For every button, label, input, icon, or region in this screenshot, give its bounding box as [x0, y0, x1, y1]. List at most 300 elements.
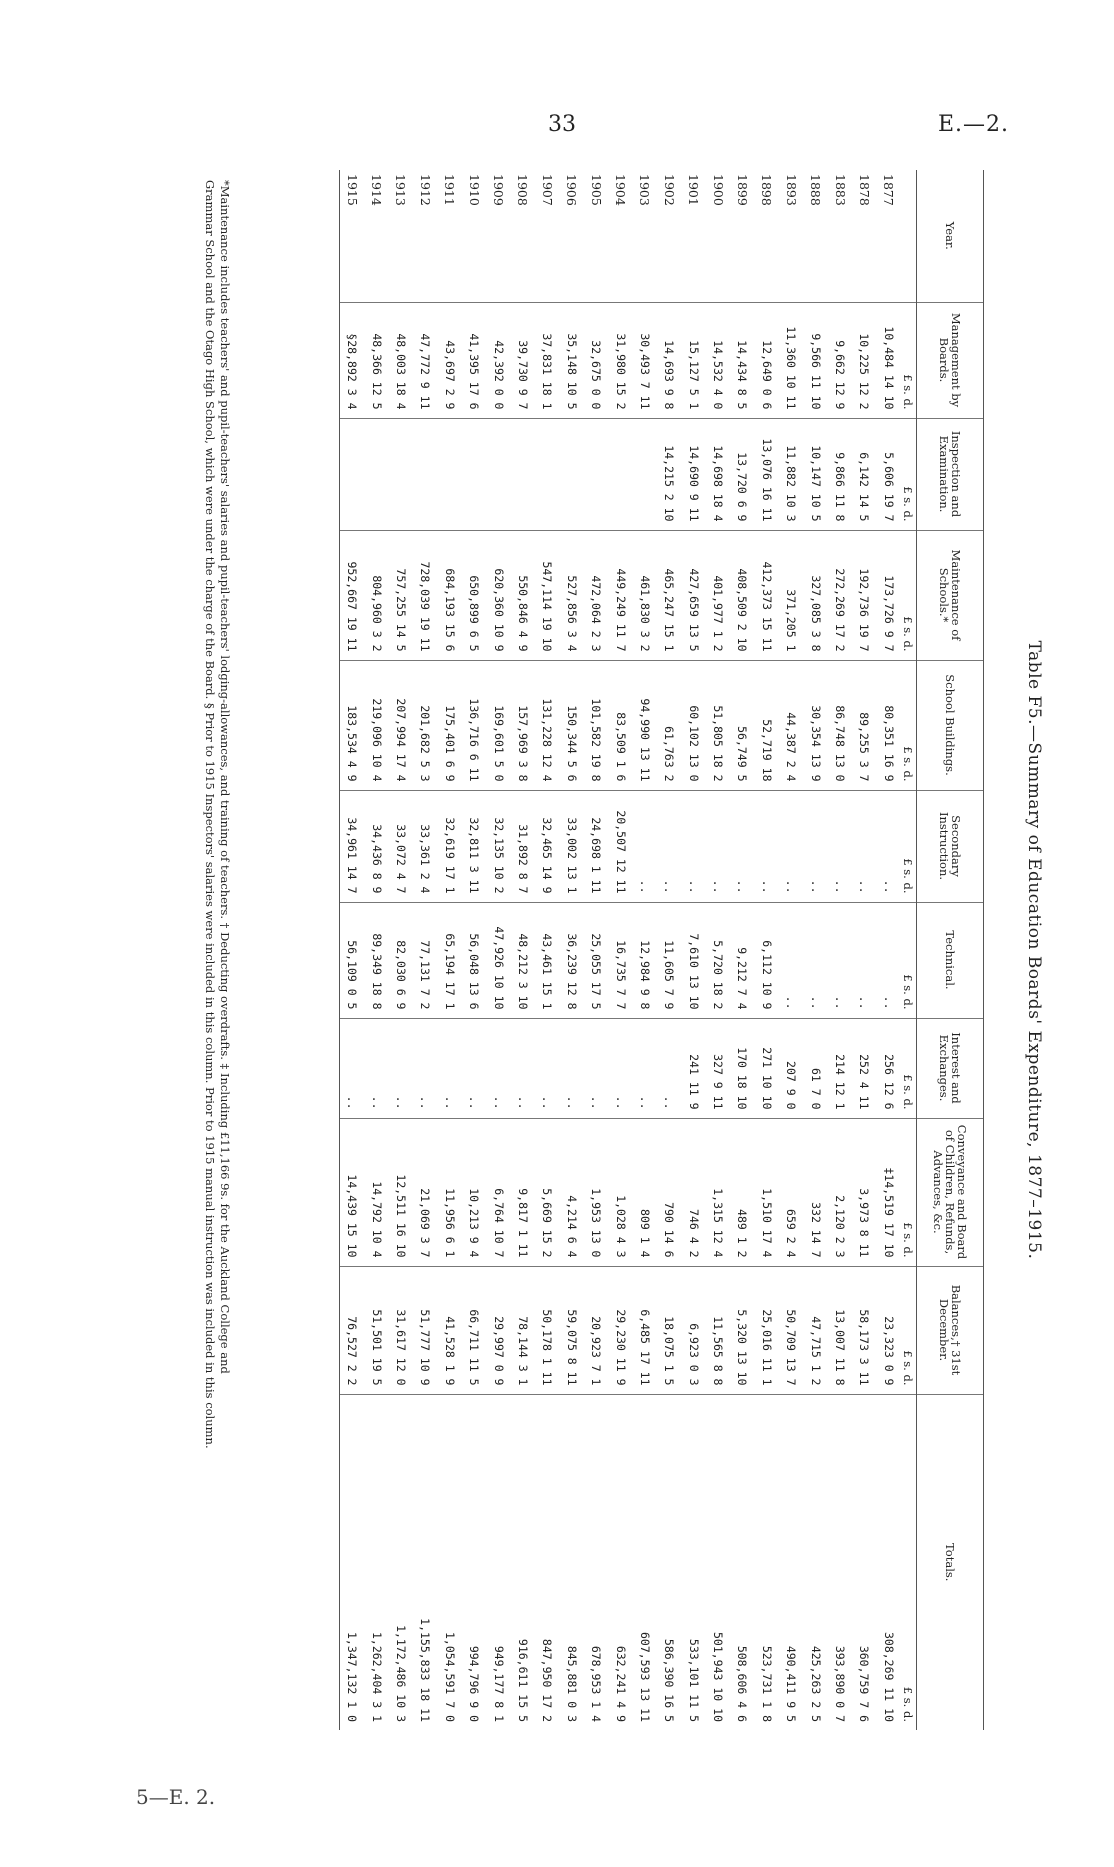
year-cell: 1915	[340, 170, 365, 302]
table-cell: 14,792 10 4	[364, 1118, 388, 1266]
table-cell: 83,509 1 6	[608, 660, 632, 790]
table-cell: 48,366 12 5	[364, 302, 388, 418]
table-row	[462, 170, 486, 1730]
table-cell: 3,973 8 11	[852, 1118, 876, 1266]
table-cell: ..	[633, 790, 657, 902]
table-cell: 607,593 13 11	[633, 1394, 657, 1730]
table-row	[877, 170, 901, 1730]
table-cell: 10,147 10 5	[803, 418, 827, 530]
table-cell: 1,347,132 1 0	[340, 1394, 365, 1730]
table-row	[511, 170, 535, 1730]
unit-label: £ s. d.	[901, 902, 917, 1018]
table-cell: 13,720 6 9	[730, 418, 754, 530]
table-cell: ..	[608, 1018, 632, 1118]
table-row	[584, 170, 608, 1730]
table-cell: 32,465 14 9	[535, 790, 559, 902]
table-cell: 7,610 13 10	[681, 902, 705, 1018]
table-cell	[364, 418, 388, 530]
table-cell: 34,961 14 7	[340, 790, 365, 902]
table-cell: 14,434 8 5	[730, 302, 754, 418]
table-cell: ..	[633, 1018, 657, 1118]
table-cell: 32,811 3 11	[462, 790, 486, 902]
year-cell: 1877	[881, 174, 897, 206]
table-row	[633, 170, 657, 1730]
table-cell: 14,693 9 8	[657, 302, 681, 418]
table-cell: 9,662 12 9	[828, 302, 852, 418]
table-cell: 173,726 9 7	[877, 530, 901, 660]
table-cell: 650,899 6 5	[462, 530, 486, 660]
table-cell: 461,830 3 2	[633, 530, 657, 660]
table-cell: 89,255 3 7	[852, 660, 876, 790]
table-row	[755, 170, 779, 1730]
unit-label: £ s. d.	[901, 302, 917, 418]
table-title: Table F5.—Summary of Education Boards' Expenditure, 1877–1915.	[1024, 640, 1044, 1260]
table-cell: 684,193 15 6	[438, 530, 462, 660]
table-cell: 1,262,404 3 1	[364, 1394, 388, 1730]
table-cell: ..	[560, 1018, 584, 1118]
table-cell: 393,890 0 7	[828, 1394, 852, 1730]
table-cell: ..	[657, 1018, 681, 1118]
table-cell: ..	[535, 1018, 559, 1118]
table-cell: 150,344 5 6	[560, 660, 584, 790]
unit-label: £ s. d.	[901, 1018, 917, 1118]
table-cell: 241 11 9	[681, 1018, 705, 1118]
year-cell: 1908	[515, 174, 531, 206]
table-cell: 728,039 19 11	[413, 530, 437, 660]
table-cell: 847,950 17 2	[535, 1394, 559, 1730]
column-header: Secondary Instruction.	[917, 790, 984, 902]
table-cell: 1,315 12 4	[706, 1118, 730, 1266]
table-cell: 252 4 11	[852, 1018, 876, 1118]
table-cell: 472,064 2 3	[584, 530, 608, 660]
table-cell: 47,926 10 10	[486, 902, 510, 1018]
units-row	[901, 170, 917, 1730]
side-mark: 5—E. 2.	[136, 1785, 216, 1809]
table-cell: §28,892 3 4	[340, 302, 365, 418]
table-cell: 620,360 10 9	[486, 530, 510, 660]
table-cell	[535, 418, 559, 530]
table-cell: 51,501 19 5	[364, 1266, 388, 1394]
table-cell: 12,511 16 10	[389, 1118, 413, 1266]
table-cell: 371,205 1	[779, 530, 803, 660]
table-cell: 308,269 11 10	[877, 1394, 901, 1730]
year-cell: 1907	[539, 174, 555, 206]
table-row	[608, 170, 632, 1730]
table-cell: ..	[657, 790, 681, 902]
table-cell: ..	[755, 790, 779, 902]
unit-label: £ s. d.	[901, 530, 917, 660]
table-cell: 20,507 12 11	[608, 790, 632, 902]
table-cell: 746 4 2	[681, 1118, 705, 1266]
table-cell: 1,953 13 0	[584, 1118, 608, 1266]
table-cell: 527,856 3 4	[560, 530, 584, 660]
table-cell: ..	[730, 790, 754, 902]
table-cell: 533,101 11 5	[681, 1394, 705, 1730]
table-cell: 547,114 19 10	[535, 530, 559, 660]
column-header: Maintenance of Schools.*	[917, 530, 984, 660]
table-cell: 14,690 9 11	[681, 418, 705, 530]
table-cell: 86,748 13 0	[828, 660, 852, 790]
table-cell: 501,943 10 10	[706, 1394, 730, 1730]
table-cell: 994,796 9 0	[462, 1394, 486, 1730]
table-cell: 34,436 8 9	[364, 790, 388, 902]
year-cell: 1910	[466, 174, 482, 206]
table-cell: ..	[877, 902, 901, 1018]
table-cell: 16,735 7 7	[608, 902, 632, 1018]
table-cell: ..	[681, 790, 705, 902]
table-cell: ..	[584, 1018, 608, 1118]
column-header: Totals.	[917, 1394, 984, 1730]
column-header: Year.	[917, 170, 984, 302]
year-cell: 1900	[710, 174, 726, 206]
unit-label	[901, 170, 917, 302]
table-cell: 489 1 2	[730, 1118, 754, 1266]
table-cell: ..	[511, 1018, 535, 1118]
table-cell: 408,509 2 10	[730, 530, 754, 660]
table-cell: 427,659 13 5	[681, 530, 705, 660]
table-cell: 43,461 15 1	[535, 902, 559, 1018]
table-cell: 23,323 0 9	[877, 1266, 901, 1394]
table-cell: 30,354 13 9	[803, 660, 827, 790]
table-cell: ..	[413, 1018, 437, 1118]
table-cell: 44,387 2 4	[779, 660, 803, 790]
table-cell: ..	[852, 902, 876, 1018]
table-row	[706, 170, 730, 1730]
table-cell: 1,028 4 3	[608, 1118, 632, 1266]
unit-label: £ s. d.	[901, 418, 917, 530]
table-cell: 77,131 7 2	[413, 902, 437, 1018]
table-row	[438, 170, 462, 1730]
table-cell: 10,225 12 2	[852, 302, 876, 418]
table-cell: 78,144 3 1	[511, 1266, 535, 1394]
table-cell: ..	[364, 1018, 388, 1118]
table-cell: 14,532 4 0	[706, 302, 730, 418]
table-cell: 949,177 8 1	[486, 1394, 510, 1730]
table-cell: 9,212 7 4	[730, 902, 754, 1018]
table-row	[779, 170, 803, 1730]
table-cell: 43,697 2 9	[438, 302, 462, 418]
year-cell: 1913	[393, 174, 409, 206]
table-cell: 9,817 1 11	[511, 1118, 535, 1266]
table-cell: 41,528 1 9	[438, 1266, 462, 1394]
table-row	[340, 170, 365, 1730]
table-cell: 48,212 3 10	[511, 902, 535, 1018]
table-cell: 56,048 13 6	[462, 902, 486, 1018]
column-header: Technical.	[917, 902, 984, 1018]
table-cell: 256 12 6	[877, 1018, 901, 1118]
table-cell: 332 14 7	[803, 1118, 827, 1266]
table-cell	[511, 418, 535, 530]
table-cell: 659 2 4	[779, 1118, 803, 1266]
table-cell: 809 1 4	[633, 1118, 657, 1266]
table-cell: 31,617 12 0	[389, 1266, 413, 1394]
column-header: Conveyance and Board of Children, Refunds, Advances, &c.	[917, 1118, 984, 1266]
table-cell	[413, 418, 437, 530]
table-cell	[584, 418, 608, 530]
table-cell: ..	[438, 1018, 462, 1118]
year-cell: 1903	[637, 174, 653, 206]
table-cell: 412,373 15 11	[755, 530, 779, 660]
table-cell: 47,772 9 11	[413, 302, 437, 418]
unit-label: £ s. d.	[901, 1118, 917, 1266]
table-cell: 47,715 1 2	[803, 1266, 827, 1394]
table-cell: 52,719 18	[755, 660, 779, 790]
table-cell: 327 9 11	[706, 1018, 730, 1118]
year-cell: 1883	[832, 174, 848, 206]
table-cell: 804,960 3 2	[364, 530, 388, 660]
table-cell: 51,777 10 9	[413, 1266, 437, 1394]
table-cell: 18,075 1 5	[657, 1266, 681, 1394]
table-cell: 136,716 6 11	[462, 660, 486, 790]
table-cell: 678,953 1 4	[584, 1394, 608, 1730]
table-row	[852, 170, 876, 1730]
year-cell: 1899	[734, 174, 750, 206]
year-cell: 1902	[661, 174, 677, 206]
table-cell: 33,072 4 7	[389, 790, 413, 902]
table-cell: 80,351 16 9	[877, 660, 901, 790]
table-cell	[486, 418, 510, 530]
unit-label: £ s. d.	[901, 660, 917, 790]
table-cell: 1,510 17 4	[755, 1118, 779, 1266]
table-cell: 39,730 9 7	[511, 302, 535, 418]
table-cell: 5,669 15 2	[535, 1118, 559, 1266]
table-cell: 271 10 10	[755, 1018, 779, 1118]
unit-label: £ s. d.	[901, 1394, 917, 1730]
table-cell: 192,736 19 7	[852, 530, 876, 660]
year-cell: 1914	[369, 174, 385, 206]
table-cell: 157,969 3 8	[511, 660, 535, 790]
table-cell: 59,075 8 11	[560, 1266, 584, 1394]
table-cell: ..	[779, 790, 803, 902]
table-row	[681, 170, 705, 1730]
table-row	[413, 170, 437, 1730]
expenditure-table	[339, 170, 984, 1730]
table-cell: 56,749 5	[730, 660, 754, 790]
table-cell: 360,759 7 6	[852, 1394, 876, 1730]
unit-label: £ s. d.	[901, 1266, 917, 1394]
column-header: Management by Boards.	[917, 302, 984, 418]
table-cell: 272,269 17 2	[828, 530, 852, 660]
table-cell: 6,112 10 9	[755, 902, 779, 1018]
table-row	[730, 170, 754, 1730]
table-cell: 12,649 0 6	[755, 302, 779, 418]
table-cell: ..	[877, 790, 901, 902]
table-cell: 183,534 4 9	[340, 660, 365, 790]
table-cell	[462, 418, 486, 530]
table-cell: 131,228 12 4	[535, 660, 559, 790]
table-cell: 37,831 18 1	[535, 302, 559, 418]
table-cell: 61 7 0	[803, 1018, 827, 1118]
table-cell: 757,255 14 5	[389, 530, 413, 660]
table-cell: 50,178 1 11	[535, 1266, 559, 1394]
table-cell: 5,606 19 7	[877, 418, 901, 530]
table-cell: 175,401 6 9	[438, 660, 462, 790]
table-cell: 15,127 5 1	[681, 302, 705, 418]
table-cell: 31,892 8 7	[511, 790, 535, 902]
table-cell: 29,230 11 9	[608, 1266, 632, 1394]
table-cell: 21,069 3 7	[413, 1118, 437, 1266]
table-cell: 170 18 10	[730, 1018, 754, 1118]
year-cell: 1901	[686, 174, 702, 206]
table-cell: ‡14,519 17 10	[877, 1118, 901, 1266]
table-cell: 790 14 6	[657, 1118, 681, 1266]
year-cell: 1906	[564, 174, 580, 206]
table-row	[828, 170, 852, 1730]
table-cell: 586,390 16 5	[657, 1394, 681, 1730]
table-cell: 48,003 18 4	[389, 302, 413, 418]
year-cell: 1904	[613, 174, 629, 206]
table-cell: 32,135 10 2	[486, 790, 510, 902]
table-cell: 11,605 7 9	[657, 902, 681, 1018]
table-cell: 13,076 16 11	[755, 418, 779, 530]
table-cell: 401,977 1 2	[706, 530, 730, 660]
column-header: Interest and Exchanges.	[917, 1018, 984, 1118]
table-row	[657, 170, 681, 1730]
table-cell: ..	[803, 902, 827, 1018]
unit-label: £ s. d.	[901, 790, 917, 902]
table-cell: 41,395 17 6	[462, 302, 486, 418]
table-cell: 449,249 11 7	[608, 530, 632, 660]
table-cell: 25,055 17 5	[584, 902, 608, 1018]
table-row	[535, 170, 559, 1730]
column-header: School Buildings.	[917, 660, 984, 790]
table-row	[364, 170, 388, 1730]
table-cell: 214 12 1	[828, 1018, 852, 1118]
table-cell: 12,984 9 8	[633, 902, 657, 1018]
table-cell: ..	[486, 1018, 510, 1118]
table-row	[486, 170, 510, 1730]
table-cell: 6,485 17 11	[633, 1266, 657, 1394]
year-cell: 1893	[783, 174, 799, 206]
table-cell: 61,763 2	[657, 660, 681, 790]
table-cell	[560, 418, 584, 530]
table-cell: 36,239 12 8	[560, 902, 584, 1018]
table-cell: ..	[706, 790, 730, 902]
table-cell: 4,214 6 4	[560, 1118, 584, 1266]
header-row	[917, 170, 984, 1730]
table-cell	[340, 418, 365, 530]
table-cell: 58,173 3 11	[852, 1266, 876, 1394]
table-cell: 1,054,591 7 0	[438, 1394, 462, 1730]
table-cell: 14,215 2 10	[657, 418, 681, 530]
table-cell: 65,194 17 1	[438, 902, 462, 1018]
table-cell: 24,698 1 11	[584, 790, 608, 902]
table-cell: ..	[828, 902, 852, 1018]
table-cell: ..	[828, 790, 852, 902]
table-cell: ..	[803, 790, 827, 902]
table-cell: 11,956 6 1	[438, 1118, 462, 1266]
table-cell: 10,213 9 4	[462, 1118, 486, 1266]
table-cell: 11,565 8 8	[706, 1266, 730, 1394]
table-cell: ..	[852, 790, 876, 902]
table-cell: 10,484 14 10	[877, 302, 901, 418]
table-cell: 33,002 13 1	[560, 790, 584, 902]
table-cell	[608, 418, 632, 530]
table-cell: ..	[462, 1018, 486, 1118]
table-cell: 6,142 14 5	[852, 418, 876, 530]
table-cell: 9,866 11 8	[828, 418, 852, 530]
table-row	[560, 170, 584, 1730]
rotated-table-block	[166, 170, 1046, 1730]
table-cell: 30,493 7 11	[633, 302, 657, 418]
table-cell: 50,709 13 7	[779, 1266, 803, 1394]
table-cell: 29,997 0 9	[486, 1266, 510, 1394]
column-header: Inspection and Examination.	[917, 418, 984, 530]
table-row	[803, 170, 827, 1730]
table-cell: 20,923 7 1	[584, 1266, 608, 1394]
table-row	[389, 170, 413, 1730]
table-cell: 219,096 10 4	[364, 660, 388, 790]
table-cell: 31,980 15 2	[608, 302, 632, 418]
table-cell	[438, 418, 462, 530]
table-cell: 6,923 0 3	[681, 1266, 705, 1394]
year-cell: 1888	[808, 174, 824, 206]
table-cell: 465,247 15 1	[657, 530, 681, 660]
year-cell: 1909	[491, 174, 507, 206]
table-cell: 82,030 6 9	[389, 902, 413, 1018]
table-cell	[389, 418, 413, 530]
table-cell: 11,360 10 11	[779, 302, 803, 418]
table-cell: 35,148 10 5	[560, 302, 584, 418]
table-cell	[633, 418, 657, 530]
table-cell: 94,990 13 11	[633, 660, 657, 790]
table-cell: 5,320 13 10	[730, 1266, 754, 1394]
table-cell: 169,601 5 0	[486, 660, 510, 790]
table-cell: 76,527 2 2	[340, 1266, 365, 1394]
table-cell: 508,606 4 6	[730, 1394, 754, 1730]
page-reference: E.—2.	[938, 112, 1010, 137]
year-cell: 1905	[588, 174, 604, 206]
year-cell: 1911	[442, 174, 458, 206]
table-cell: 490,411 9 5	[779, 1394, 803, 1730]
table-cell: 14,439 15 10	[340, 1118, 365, 1266]
table-cell: 11,882 10 3	[779, 418, 803, 530]
table-cell: 1,155,833 18 11	[413, 1394, 437, 1730]
table-cell: 425,263 2 5	[803, 1394, 827, 1730]
footnote-line-2: Grammar School and the Otago High School, which were under the charge of the Board. § Prior to 1915 Inspectors' salaries were included in this column. Prior to 1915 manual instruction was included in this column.	[203, 180, 217, 1449]
table-cell: 327,085 3 8	[803, 530, 827, 660]
table-cell: 1,172,486 10 3	[389, 1394, 413, 1730]
table-cell: 6,764 10 7	[486, 1118, 510, 1266]
table-body	[340, 170, 901, 1730]
table-cell: 32,675 0 0	[584, 302, 608, 418]
table-cell: 523,731 1 8	[755, 1394, 779, 1730]
table-cell: ..	[779, 902, 803, 1018]
table-cell: ..	[340, 1018, 365, 1118]
table-cell: 56,109 0 5	[340, 902, 365, 1018]
table-cell: 207,994 17 4	[389, 660, 413, 790]
year-cell: 1898	[759, 174, 775, 206]
footnote-line-1: *Maintenance includes teachers' and pupil-teachers' salaries and pupil-teachers' lodging-allowances, and training of teachers. † Deducting overdrafts. ‡ Including £11,166 9s. for the Auckland College and	[218, 180, 232, 1374]
table-cell: 916,611 15 5	[511, 1394, 535, 1730]
table-cell: 51,805 18 2	[706, 660, 730, 790]
table-cell: 25,016 11 1	[755, 1266, 779, 1394]
table-cell: 60,102 13 0	[681, 660, 705, 790]
table-cell: 207 9 0	[779, 1018, 803, 1118]
table-cell: 550,846 4 9	[511, 530, 535, 660]
table-cell: 845,881 0 3	[560, 1394, 584, 1730]
table-cell: 33,361 2 4	[413, 790, 437, 902]
table-cell: 13,007 11 8	[828, 1266, 852, 1394]
table-cell: 632,241 4 9	[608, 1394, 632, 1730]
table-cell: 14,698 18 4	[706, 418, 730, 530]
table-cell: 66,711 11 5	[462, 1266, 486, 1394]
column-header: Balances,† 31st December.	[917, 1266, 984, 1394]
table-cell: 2,120 2 3	[828, 1118, 852, 1266]
year-cell: 1878	[856, 174, 872, 206]
table-cell: 201,682 5 3	[413, 660, 437, 790]
table-cell: 89,349 18 8	[364, 902, 388, 1018]
